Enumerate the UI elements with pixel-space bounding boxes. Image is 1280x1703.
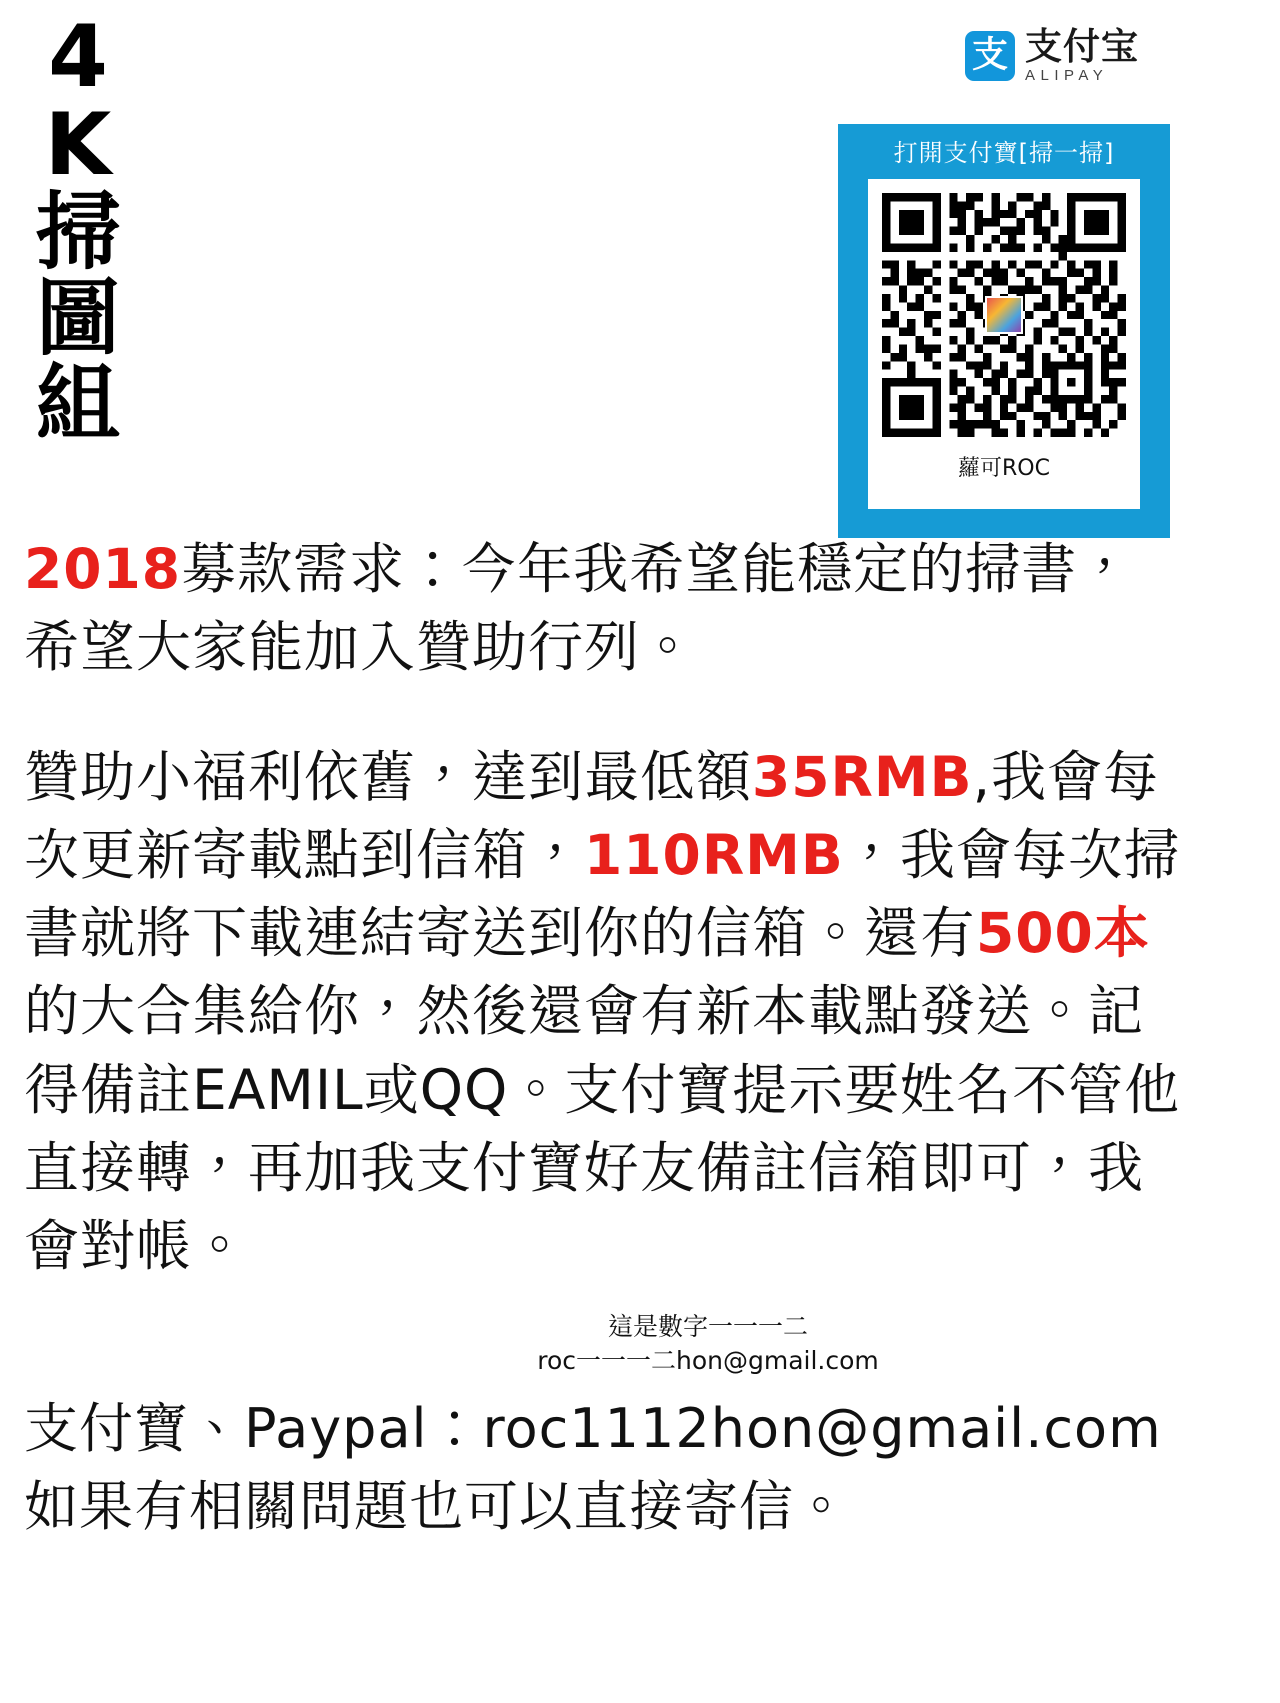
reward-text-d: 的大合集給你，然後還會有新本載點發送。記得備註EAMIL或QQ。支付寶提示要姓名不管他直接轉，再加我支付寶好友備註信箱即可，我會對帳。 <box>24 979 1181 1278</box>
qr-account-name: 蘿可ROC <box>958 456 1050 482</box>
qr-code-image <box>882 193 1126 437</box>
year-2018: 2018 <box>24 537 182 601</box>
email-annotation <box>498 1310 918 1378</box>
reward-text-a: 贊助小福利依舊，達到最低額 <box>24 745 753 810</box>
paragraph-funding-goal <box>24 530 1184 686</box>
title-char-sao: 掃 <box>35 183 120 281</box>
annotation-line-1: 這是數字一一一二 <box>607 1312 808 1341</box>
tier-35rmb: 35RMB <box>752 745 973 810</box>
alipay-icon <box>965 31 1015 81</box>
qr-card-heading: 打開支付寶[掃一掃] <box>893 139 1115 167</box>
contact-email-line: 支付寶、Paypal：roc1112hon@gmail.com <box>24 1397 1162 1460</box>
annotation-line-2: roc一一一二hon@gmail.com <box>537 1345 879 1375</box>
alipay-wordmark <box>1025 25 1139 84</box>
reward-text-b: ,我會每次更新寄載點到信箱， <box>24 745 1160 888</box>
title-char-tu: 圖 <box>35 269 120 367</box>
qr-card-inner <box>868 179 1140 509</box>
bundle-500-books: 500本 <box>976 901 1150 966</box>
poster-vertical-title <box>18 7 138 453</box>
alipay-qr-card <box>838 124 1170 538</box>
contact-note-line: 如果有相關問題也可以直接寄信。 <box>24 1475 849 1539</box>
alipay-name-en: ALIPAY <box>1025 67 1109 84</box>
alipay-icon-glyph: 支 <box>971 33 1008 75</box>
title-char-k: K <box>44 95 112 195</box>
reward-text-c: ，我會每次掃書就將下載連結寄送到你的信箱。還有 <box>24 823 1180 966</box>
title-char-zu: 組 <box>35 355 120 453</box>
qr-center-avatar <box>985 296 1023 334</box>
tier-110rmb: 110RMB <box>584 823 844 888</box>
paragraph-spacer <box>24 686 1184 738</box>
title-char-4: 4 <box>48 7 108 107</box>
paragraph-reward-details <box>24 738 1184 1285</box>
funding-goal-text: 募款需求：今年我希望能穩定的掃書，希望大家能加入贊助行列。 <box>24 537 1134 680</box>
alipay-name-cn: 支付宝 <box>1025 25 1139 68</box>
alipay-logo <box>965 25 1139 84</box>
contact-footer <box>24 1390 1254 1547</box>
poster-body-text <box>24 530 1184 1285</box>
